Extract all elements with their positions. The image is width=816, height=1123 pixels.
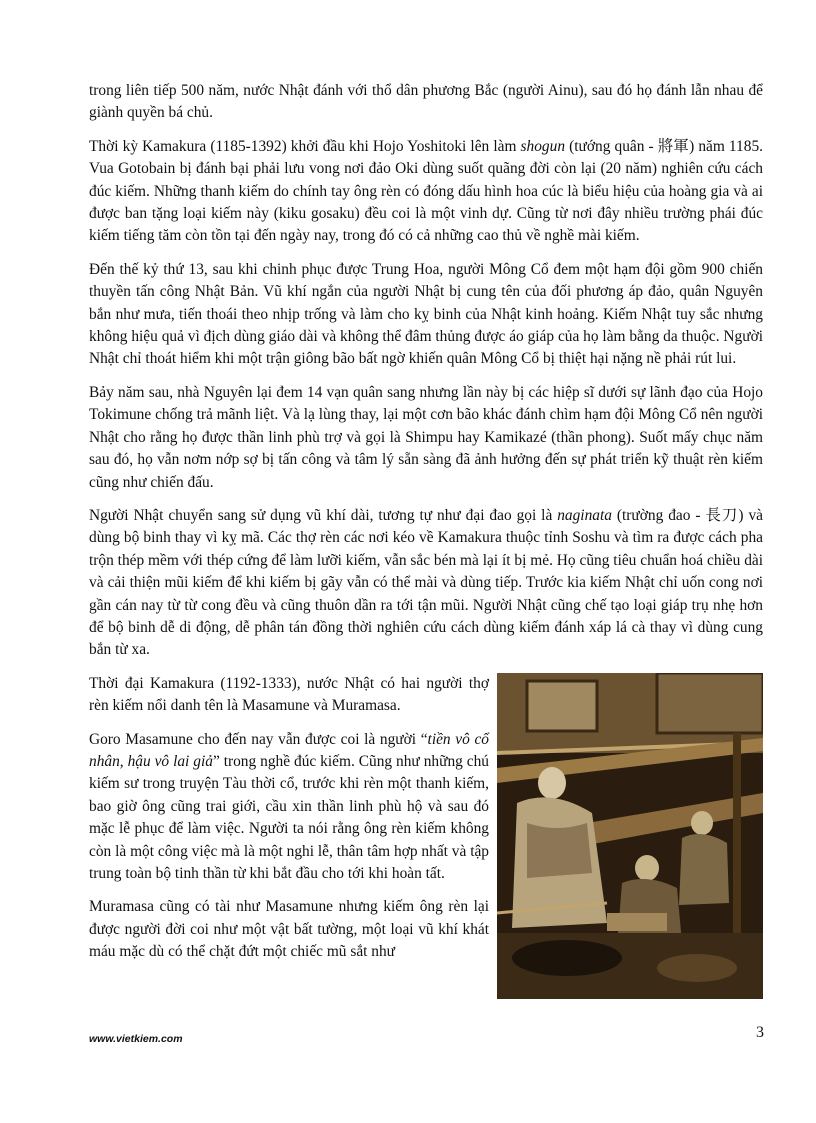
- paragraph-7-start: Goro Masamune cho đến nay vẫn được coi là người “: [89, 730, 428, 748]
- swordsmith-painting: [497, 673, 763, 999]
- footer-website: www.vietkiem.com: [89, 1033, 183, 1045]
- text-with-figure: [89, 673, 763, 964]
- page-number: 3: [756, 1024, 764, 1041]
- painting-illustration: [497, 673, 763, 999]
- paragraph-2-start: Thời kỳ Kamakura (1185-1392) khởi đầu khi Hojo Yoshitoki lên làm: [89, 137, 521, 155]
- paragraph-7-rest: ” trong nghề đúc kiếm. Cũng như những chú kiếm sư trong truyện Tàu thời cổ, trước khi rèn một thanh kiếm, bao giờ ông cũng trai giới, cầu xin thần linh phù hộ và sau đó mặc lễ phục để làm việc. Người ta nói rằng ông rèn kiếm không còn là một công việc mà là một nghi lễ, thân tâm hợp nhất và tập trung toàn bộ tinh thần từ khi bắt đầu cho tới khi hoàn tất.: [89, 752, 489, 882]
- paragraph-8: Muramasa cũng có tài như Masamune nhưng kiếm ông rèn lại được người đời coi như một vật bất tường, một loại vũ khí khát máu mặc dù có thể chặt đứt một chiếc mũ sắt như: [89, 898, 489, 961]
- term-shogun: shogun: [520, 137, 566, 155]
- paragraph-5-rest: (trường đao - 長刀) và dùng bộ binh thay vì kỵ mã. Các thợ rèn các nơi kéo về Kamakura thuộc tỉnh Soshu và tìm ra được cách pha trộn thép mềm với thép cứng để làm lưỡi kiếm, vẫn sắc bén mà lại ít bị mẻ. Họ cũng tiêu chuẩn hoá chiều dài và cải thiện mũi kiếm để khi kiếm bị gãy vẫn có thể mài và dùng tiếp. Trước kia kiếm Nhật chỉ uốn cong nơi gần cán nay từ từ cong đều và cũng thuôn dần ra tới tận mũi. Người Nhật cũng chế tạo loại giáp trụ nhẹ hơn để bộ binh dễ di động, dễ phân tán đồng thời nghiên cứu cách dùng kiếm đánh xáp lá cà thay vì dùng cung bắn từ xa.: [89, 506, 763, 659]
- paragraph-5-start: Người Nhật chuyển sang sử dụng vũ khí dài, tương tự như đại đao gọi là: [89, 506, 558, 524]
- paragraph-1: trong liên tiếp 500 năm, nước Nhật đánh với thổ dân phương Bắc (người Ainu), sau đó họ đánh lẫn nhau để giành quyền bá chủ.: [89, 82, 763, 122]
- paragraph-3: Đến thế kỷ thứ 13, sau khi chinh phục được Trung Hoa, người Mông Cổ đem một hạm đội gồm 900 chiến thuyền tấn công Nhật Bản. Vũ khí ngắn của người Nhật bị cung tên của đối phương áp đảo, quân Nguyên bắn như mưa, tiến thoái theo nhịp trống và làm cho kỵ binh của Nhật kinh hoảng. Kiếm Nhật tuy sắc nhưng không hiệu quả vì địch dùng giáo dài và không thể đâm thủng được áo giáp của họ làm bằng da thuộc. Người Nhật chỉ thoát hiểm khi một trận giông bão bất ngờ khiến quân Mông Cổ bị thiệt hại nặng nề phải rút lui.: [89, 260, 763, 368]
- narrow-column: [89, 673, 489, 964]
- paragraph-2: [89, 136, 763, 248]
- term-naginata: naginata: [557, 506, 612, 524]
- paragraph-5: [89, 505, 763, 662]
- paragraph-7: [89, 729, 489, 886]
- paragraph-6: Thời đại Kamakura (1192-1333), nước Nhật có hai người thợ rèn kiếm nổi danh tên là Masamune và Muramasa.: [89, 674, 489, 715]
- document-body: [89, 80, 763, 975]
- paragraph-2-rest: (tướng quân - 將軍) năm 1185. Vua Gotobain bị đánh bại phải lưu vong nơi đảo Oki dùng suốt quãng đời còn lại (20 năm) nghiên cứu cách đúc kiếm. Những thanh kiếm do chính tay ông rèn có đóng dấu hình hoa cúc là biểu hiệu của hoàng gia và ai được ban tặng loại kiếm này (kiku gosaku) đều coi là một vinh dự. Cũng từ nơi đây nhiều trường phái đúc kiếm tiếng tăm còn tồn tại đến ngày nay, trong đó có cả những cao thủ về nghề mài kiếm.: [89, 137, 763, 245]
- quote-italic: tiền vô cổ nhân, hậu vô lai giả: [89, 730, 489, 770]
- paragraph-4: Bảy năm sau, nhà Nguyên lại đem 14 vạn quân sang nhưng lần này bị các hiệp sĩ dưới sự lãnh đạo của Hojo Tokimune chống trả mãnh liệt. Và lạ lùng thay, lại một cơn bão khác đánh chìm hạm đội Mông Cổ nên người Nhật cho rằng họ được thần linh phù trợ và gọi là Shimpu hay Kamikazé (thần phong). Suốt mấy chục năm sau đó, họ vẫn nơm nớp sợ bị tấn công và tâm lý sẵn sàng đã ảnh hưởng đến sự phát triển kỹ thuật rèn kiếm cũng như chiến đấu.: [89, 383, 763, 491]
